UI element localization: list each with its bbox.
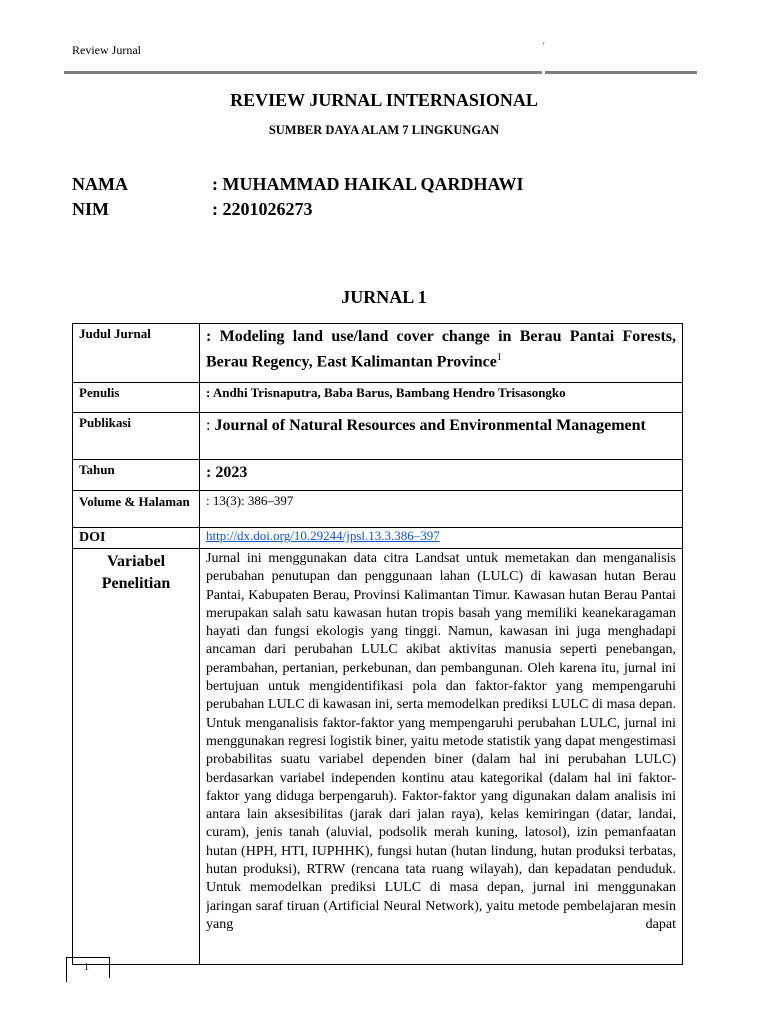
volume-cell	[200, 491, 683, 528]
nim-row	[72, 199, 313, 220]
header-rule-right	[545, 71, 697, 74]
publikasi-label: Publikasi	[73, 413, 200, 460]
penulis-value: : Andhi Trisnaputra, Baba Barus, Bambang Hendro Trisasongko	[206, 385, 566, 400]
volume-value: : 13(3): 386–397	[206, 493, 294, 508]
doi-cell	[200, 528, 683, 549]
table-row	[73, 549, 683, 965]
judul-value: : Modeling land use/land cover change in Berau Pantai Forests, Berau Regency, East Kalimantan Province	[206, 328, 676, 371]
document-title: REVIEW JURNAL INTERNASIONAL	[230, 90, 538, 110]
nim-label: NIM	[72, 199, 109, 219]
penulis-label: Penulis	[73, 383, 200, 413]
review-table	[72, 323, 683, 965]
variabel-text: Jurnal ini menggunakan data citra Landsat untuk memetakan dan menganalisis perubahan penutupan dan penggunaan lahan (LULC) di kawasan hutan Berau Pantai, Kabupaten Berau, Provinsi Kalimantan Timur. Kawasan hutan Berau Pantai merupakan salah satu kawasan hutan tropis basah yang memiliki keanekaragaman hayati dan fungsi ekologis yang tinggi. Namun, kawasan ini juga menghadapi ancaman dari perubahan LULC akibat aktivitas manusia seperti penebangan, perambahan, pertanian, perkebunan, dan pembangunan. Oleh karena itu, jurnal ini bertujuan untuk mengidentifikasi pola dan faktor-faktor yang mempengaruhi perubahan LULC di kawasan ini, serta memodelkan prediksi LULC di masa depan. Untuk menganalisis faktor-faktor yang mempengaruhi perubahan LULC, jurnal ini menggunakan regresi logistik biner, yaitu metode statistik yang dapat mengestimasi probabilitas suatu variabel dependen biner (dalam hal ini perubahan LULC) berdasarkan variabel independen kontinu atau kategorikal (dalam hal ini faktor-faktor yang diduga berpengaruh). Faktor-faktor yang digunakan dalam analisis ini antara lain aksesibilitas (jarak dari jalan raya), kelas kemiringan (datar, landai, curam), jenis tanah (aluvial, podsolik merah kuning, latosol), izin pemanfaatan hutan (HPH, HTI, IUPHHK), fungsi hutan (hutan lindung, hutan produksi terbatas, hutan produksi), RTRW (rencana tata ruang wilayah), dan kepadatan penduduk. Untuk memodelkan prediksi LULC di masa depan, jurnal ini menggunakan jaringan saraf tiruan (Artificial Neural Network), yaitu metode pembelajaran mesin yang dapat	[206, 551, 676, 932]
publikasi-prefix: :	[206, 417, 215, 434]
page-number: 1	[84, 962, 89, 973]
variabel-cell	[200, 549, 683, 965]
name-label: NAMA	[72, 174, 128, 194]
publikasi-value: Journal of Natural Resources and Environmental Management	[214, 417, 646, 434]
tahun-label: Tahun	[73, 460, 200, 491]
table-row	[73, 383, 683, 413]
document-subtitle: SUMBER DAYA ALAM 7 LINGKUNGAN	[268, 123, 500, 137]
journal-heading: JURNAL 1	[341, 287, 427, 307]
volume-label: Volume & Halaman	[73, 491, 200, 528]
doi-label: DOI	[73, 528, 200, 549]
table-row	[73, 324, 683, 383]
header-rule-left	[64, 71, 542, 74]
table-row	[73, 491, 683, 528]
penulis-cell	[200, 383, 683, 413]
nim-value: : 2201026273	[212, 199, 313, 219]
table-row	[73, 413, 683, 460]
footer-tick	[66, 976, 67, 982]
judul-label: Judul Jurnal	[73, 324, 200, 383]
table-row	[73, 460, 683, 491]
running-header: Review Jurnal	[72, 43, 141, 57]
name-value: : MUHAMMAD HAIKAL QARDHAWI	[212, 174, 524, 194]
variabel-label: Variabel Penelitian	[73, 549, 200, 965]
table-row	[73, 528, 683, 549]
judul-cell	[200, 324, 683, 383]
judul-footnote: 1	[496, 352, 502, 363]
publikasi-cell	[200, 413, 683, 460]
tahun-cell	[200, 460, 683, 491]
name-row	[72, 174, 523, 195]
header-mark: '	[543, 41, 545, 51]
tahun-value: : 2023	[206, 464, 248, 481]
doi-link[interactable]: http://dx.doi.org/10.29244/jpsl.13.3.386–397	[206, 528, 440, 543]
